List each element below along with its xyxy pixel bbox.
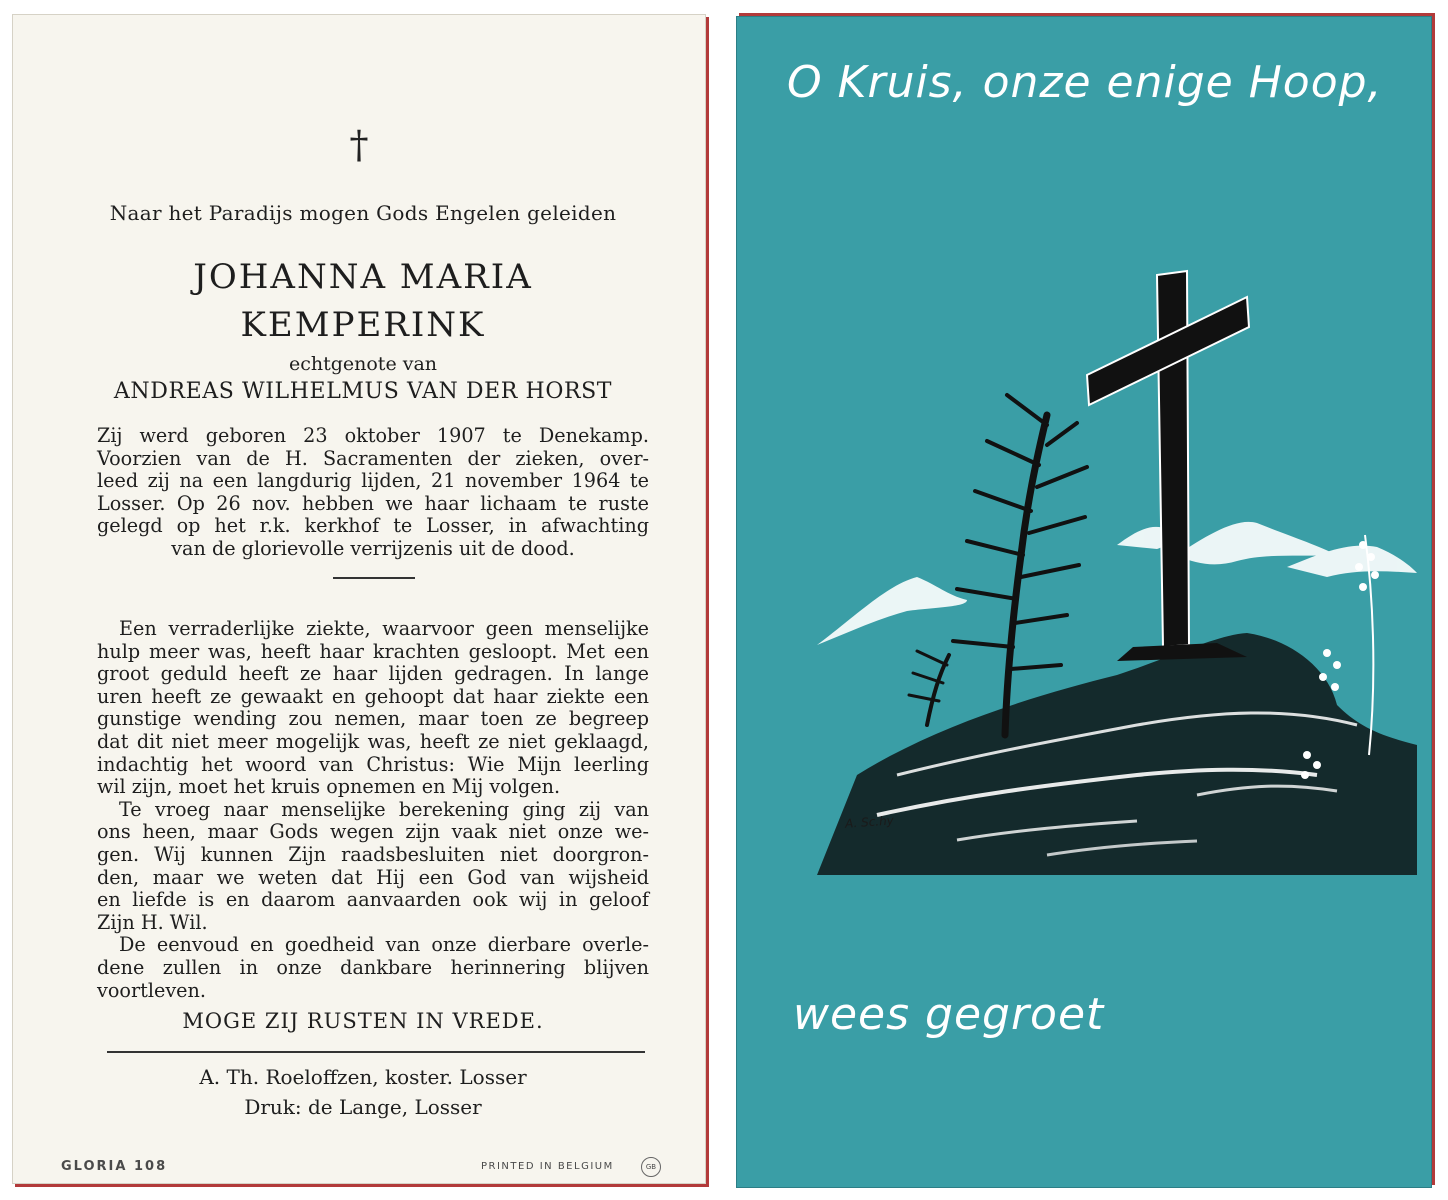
tribute-line: gunstige wending zou nemen, maar toen ze begreep (97, 707, 649, 731)
tribute-line: dene zullen in onze dankbare herinnering blijven (97, 955, 649, 979)
credit-line-sexton: A. Th. Roeloffzen, koster. Losser (199, 1065, 527, 1089)
bio-line: gelegd op het r.k. kerkhof te Losser, in afwachting (97, 514, 649, 538)
tribute-line: voortleven. (97, 978, 206, 1002)
cross-on-hill-illustration (817, 255, 1417, 875)
heading-script-text: O Kruis, onze enige Hoop, (787, 57, 1383, 108)
tribute-line: Te vroeg naar menselijke berekening ging zij van (119, 797, 649, 821)
bio-line: Voorzien van de H. Sacramenten der zieken, over- (97, 446, 649, 470)
tribute-line: Een verraderlijke ziekte, waarvoor geen menselijke (119, 617, 649, 640)
tribute-line: uren heeft ze gewaakt en gehoopt dat haar ziekte een (97, 684, 649, 708)
series-number: GLORIA 108 (61, 1159, 168, 1174)
deceased-name-line1: JOHANNA MARIA (193, 257, 533, 297)
tribute-line: hulp meer was, heeft haar krachten gesloopt. Met een (97, 639, 649, 663)
mountains-icon (817, 522, 1417, 645)
tribute-line: groot geduld heeft ze haar lijden gedragen. In lange (97, 662, 649, 686)
deceased-name-line2: KEMPERINK (240, 305, 486, 345)
memorial-card-text-side (12, 14, 706, 1184)
tribute-line: en liefde is en daarom aanvaarden ook wij in geloof (97, 888, 649, 912)
tribute-line: indachtig het woord van Christus: Wie Mijn leerling (97, 752, 649, 776)
tribute-line: den, maar we weten dat Hij een God van wijsheid (97, 865, 649, 889)
tribute-paragraph (97, 618, 649, 1002)
greeting-script-text: wees gegroet (793, 989, 1105, 1040)
cross-icon (1087, 271, 1249, 661)
spouse-label: echtgenote van (288, 353, 438, 375)
bio-line: leed zij na een langdurig lijden, 21 november 1964 te (97, 469, 649, 493)
tribute-line: De eenvoud en goedheid van onze dierbare overle- (119, 933, 649, 957)
memorial-card-picture-side (736, 16, 1432, 1188)
bio-line: Zij werd geboren 23 oktober 1907 te Denekamp. (97, 424, 649, 447)
hill-icon (817, 633, 1417, 875)
tribute-line: ons heen, maar Gods wegen zijn vaak niet onze we- (97, 820, 649, 844)
intro-line: Naar het Paradijs mogen Gods Engelen geleiden (109, 201, 617, 225)
tribute-line: gen. Wij kunnen Zijn raadsbesluiten niet doorgron- (97, 842, 649, 866)
fir-tree-icon (909, 395, 1087, 735)
artist-signature: A. Sc.hy (844, 813, 895, 831)
tribute-line: dat dit niet meer mogelijk was, heeft ze niet geklaagd, (97, 729, 649, 753)
credit-line-printer: Druk: de Lange, Losser (244, 1095, 482, 1119)
divider-short (333, 577, 415, 579)
bio-line: Losser. Op 26 nov. hebben we haar lichaam te ruste (97, 491, 649, 515)
divider-long (107, 1051, 645, 1053)
tribute-line: Zijn H. Wil. (97, 910, 208, 934)
cross-symbol: † (349, 123, 369, 167)
publisher-logo-icon: GB (641, 1157, 661, 1177)
bio-line: van de glorievolle verrijzenis uit de dood. (171, 536, 575, 560)
closing-line: MOGE ZIJ RUSTEN IN VREDE. (182, 1009, 544, 1033)
biography-paragraph (97, 425, 649, 561)
tribute-line: wil zijn, moet het kruis opnemen en Mij volgen. (97, 775, 561, 799)
printed-in-label: PRINTED IN BELGIUM (481, 1161, 614, 1172)
spouse-name: ANDREAS WILHELMUS VAN DER HORST (113, 379, 613, 404)
